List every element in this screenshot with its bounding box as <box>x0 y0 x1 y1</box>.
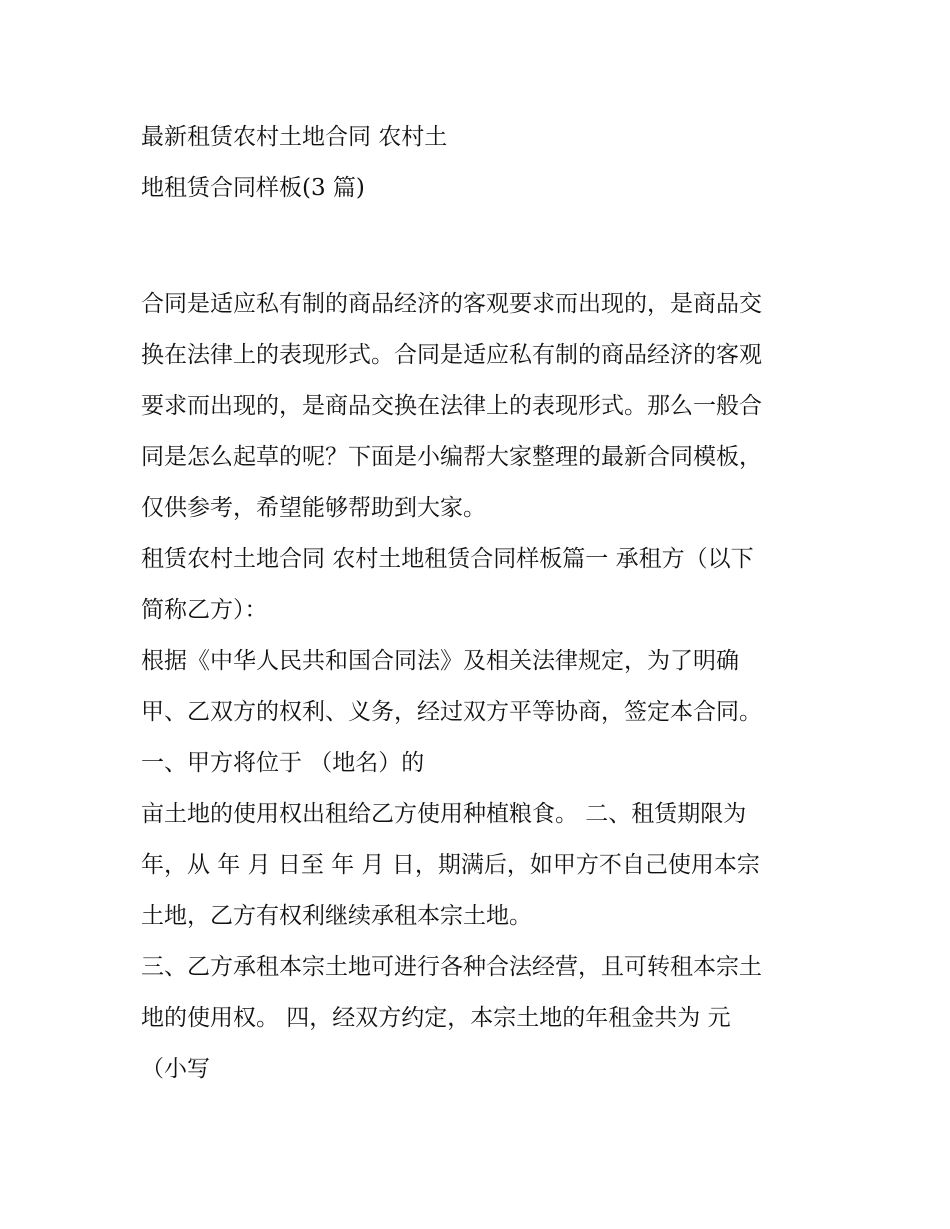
body-line-11: 亩土地的使用权出租给乙方使用种植粮食。 二、租赁期限为 <box>141 801 747 827</box>
body-line-5: 仅供参考，希望能够帮助到大家。 <box>141 495 486 521</box>
body-line-9: 甲、乙双方的权利、义务，经过双方平等协商，签定本合同。 <box>141 699 762 725</box>
body-line-7: 简称乙方）： <box>141 597 268 623</box>
body-line-10: 一、甲方将位于 （地名）的 <box>141 750 425 776</box>
body-line-14: 三、乙方承租本宗土地可进行各种合法经营，且可转租本宗土 <box>141 954 762 980</box>
body-line-13: 土地，乙方有权利继续承租本宗土地。 <box>141 903 532 929</box>
title-line-2: 地租赁合同样板(3 篇) <box>141 175 365 201</box>
body-line-1: 合同是适应私有制的商品经济的客观要求而出现的，是商品交 <box>141 291 762 317</box>
body-line-8: 根据《中华人民共和国合同法》及相关法律规定，为了明确 <box>141 648 739 674</box>
title-line-1: 最新租赁农村土地合同 农村土 <box>141 124 448 150</box>
document-body <box>141 279 821 1095</box>
body-line-3: 要求而出现的，是商品交换在法律上的表现形式。那么一般合 <box>141 393 762 419</box>
document-title <box>141 112 841 214</box>
body-line-12: 年，从 年 月 日至 年 月 日，期满后，如甲方不自己使用本宗 <box>141 852 760 878</box>
body-line-2: 换在法律上的表现形式。合同是适应私有制的商品经济的客观 <box>141 342 762 368</box>
body-line-15: 地的使用权。 四，经双方约定，本宗土地的年租金共为 元 <box>141 1005 731 1031</box>
body-line-6: 租赁农村土地合同 农村土地租赁合同样板篇一 承租方（以下 <box>141 546 754 572</box>
body-line-16: （小写 <box>141 1056 210 1082</box>
body-line-4: 同是怎么起草的呢？下面是小编帮大家整理的最新合同模板， <box>141 444 762 470</box>
